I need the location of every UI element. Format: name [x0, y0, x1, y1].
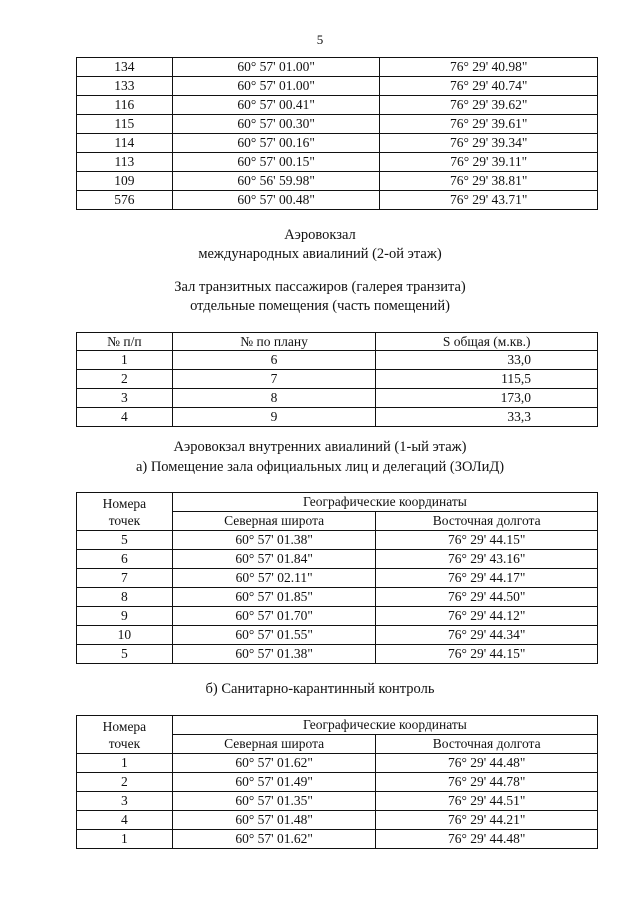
cell-point-number: 9 — [77, 607, 173, 626]
header-points-line1: Номера — [102, 495, 147, 511]
table-row — [77, 550, 598, 569]
table-row — [77, 792, 598, 811]
cell-longitude: 76° 29' 43.71" — [380, 191, 598, 210]
cell-plan-number: 7 — [172, 370, 376, 389]
cell-point-number: 116 — [77, 96, 173, 115]
table-row — [77, 811, 598, 830]
cell-longitude: 76° 29' 43.16" — [376, 550, 598, 569]
transit-hall-subtitle: отдельные помещения (часть помещений) — [190, 298, 450, 314]
cell-row-number: 4 — [77, 408, 173, 427]
cell-point-number: 8 — [77, 588, 173, 607]
table-header-row — [77, 716, 598, 735]
cell-latitude: 60° 57' 01.00" — [172, 77, 380, 96]
cell-point-number: 5 — [77, 531, 173, 550]
cell-latitude: 60° 56' 59.98" — [172, 172, 380, 191]
table-row — [77, 172, 598, 191]
cell-point-number: 7 — [77, 569, 173, 588]
cell-latitude: 60° 57' 01.49" — [172, 773, 376, 792]
transit-hall-title: Зал транзитных пассажиров (галерея транзита) — [174, 279, 466, 295]
cell-longitude: 76° 29' 44.15" — [376, 645, 598, 664]
table-row — [77, 134, 598, 153]
cell-latitude: 60° 57' 00.16" — [172, 134, 380, 153]
cell-point-number: 5 — [77, 645, 173, 664]
cell-latitude: 60° 57' 01.38" — [172, 531, 376, 550]
cell-point-number: 4 — [77, 811, 173, 830]
cell-point-number: 10 — [77, 626, 173, 645]
cell-longitude: 76° 29' 39.11" — [380, 153, 598, 172]
table-row — [77, 191, 598, 210]
cell-point-number: 134 — [77, 58, 173, 77]
cell-point-number: 109 — [77, 172, 173, 191]
header-longitude: Восточная долгота — [376, 512, 598, 531]
header-total-area: S общая (м.кв.) — [376, 333, 598, 351]
cell-latitude: 60° 57' 00.15" — [172, 153, 380, 172]
cell-area: 33,0 — [376, 351, 598, 370]
sanitary-control-title: б) Санитарно-карантинный контроль — [205, 681, 435, 697]
cell-point-number: 2 — [77, 773, 173, 792]
cell-longitude: 76° 29' 39.34" — [380, 134, 598, 153]
cell-longitude: 76° 29' 44.50" — [376, 588, 598, 607]
table-row — [77, 58, 598, 77]
table-row — [77, 754, 598, 773]
table1-body — [77, 58, 598, 210]
cell-plan-number: 8 — [172, 389, 376, 408]
cell-area: 115,5 — [376, 370, 598, 389]
cell-longitude: 76° 29' 44.48" — [376, 754, 598, 773]
cell-longitude: 76° 29' 44.78" — [376, 773, 598, 792]
table-header-row — [77, 493, 598, 512]
table-row — [77, 153, 598, 172]
cell-longitude: 76° 29' 40.74" — [380, 77, 598, 96]
cell-longitude: 76° 29' 40.98" — [380, 58, 598, 77]
table-row — [77, 77, 598, 96]
cell-latitude: 60° 57' 01.55" — [172, 626, 376, 645]
table-row — [77, 370, 598, 389]
terminal-international-title: Аэровокзал — [284, 227, 356, 243]
cell-point-number: 576 — [77, 191, 173, 210]
header-points — [77, 716, 173, 754]
cell-point-number: 6 — [77, 550, 173, 569]
header-latitude: Северная широта — [172, 735, 376, 754]
header-geo-coordinates: Географические координаты — [172, 716, 597, 735]
cell-row-number: 2 — [77, 370, 173, 389]
cell-row-number: 1 — [77, 351, 173, 370]
cell-latitude: 60° 57' 01.84" — [172, 550, 376, 569]
cell-latitude: 60° 57' 01.00" — [172, 58, 380, 77]
header-longitude: Восточная долгота — [376, 735, 598, 754]
header-geo-coordinates: Географические координаты — [172, 493, 597, 512]
table-row — [77, 96, 598, 115]
cell-longitude: 76° 29' 39.61" — [380, 115, 598, 134]
table2-body — [77, 351, 598, 427]
table-row — [77, 773, 598, 792]
page-number: 5 — [316, 32, 324, 47]
cell-plan-number: 9 — [172, 408, 376, 427]
cell-longitude: 76° 29' 38.81" — [380, 172, 598, 191]
header-points-line2: точек — [108, 512, 141, 528]
cell-longitude: 76° 29' 44.48" — [376, 830, 598, 849]
cell-area: 33,3 — [376, 408, 598, 427]
cell-longitude: 76° 29' 39.62" — [380, 96, 598, 115]
rooms-area-table — [76, 332, 598, 427]
table-row — [77, 351, 598, 370]
table-row — [77, 626, 598, 645]
table-row — [77, 531, 598, 550]
table-row — [77, 830, 598, 849]
table4-body — [77, 754, 598, 849]
table-row — [77, 408, 598, 427]
sanitary-control-coordinates-table — [76, 715, 598, 849]
cell-longitude: 76° 29' 44.15" — [376, 531, 598, 550]
table-row — [77, 607, 598, 626]
cell-latitude: 60° 57' 01.85" — [172, 588, 376, 607]
cell-latitude: 60° 57' 01.48" — [172, 811, 376, 830]
cell-latitude: 60° 57' 00.48" — [172, 191, 380, 210]
table-row — [77, 569, 598, 588]
vip-hall-coordinates-table — [76, 492, 598, 664]
cell-point-number: 1 — [77, 754, 173, 773]
table-header-row — [77, 333, 598, 351]
vip-hall-title: а) Помещение зала официальных лиц и делегаций (ЗОЛиД) — [135, 459, 505, 475]
cell-point-number: 113 — [77, 153, 173, 172]
cell-latitude: 60° 57' 01.62" — [172, 830, 376, 849]
cell-area: 173,0 — [376, 389, 598, 408]
header-row-number: № п/п — [77, 333, 173, 351]
terminal-domestic-title: Аэровокзал внутренних авиалиний (1-ый этаж) — [173, 439, 467, 455]
cell-point-number: 114 — [77, 134, 173, 153]
cell-point-number: 1 — [77, 830, 173, 849]
cell-point-number: 133 — [77, 77, 173, 96]
table-row — [77, 389, 598, 408]
table-row — [77, 115, 598, 134]
cell-point-number: 115 — [77, 115, 173, 134]
cell-plan-number: 6 — [172, 351, 376, 370]
header-plan-number: № по плану — [172, 333, 376, 351]
header-latitude: Северная широта — [172, 512, 376, 531]
cell-latitude: 60° 57' 01.70" — [172, 607, 376, 626]
cell-longitude: 76° 29' 44.17" — [376, 569, 598, 588]
cell-longitude: 76° 29' 44.21" — [376, 811, 598, 830]
table-row — [77, 588, 598, 607]
cell-latitude: 60° 57' 02.11" — [172, 569, 376, 588]
coordinates-table-continuation — [76, 57, 598, 210]
cell-latitude: 60° 57' 01.38" — [172, 645, 376, 664]
header-points-line1: Номера — [102, 718, 147, 734]
header-points-line2: точек — [108, 735, 141, 751]
table3-body — [77, 531, 598, 664]
cell-longitude: 76° 29' 44.51" — [376, 792, 598, 811]
cell-longitude: 76° 29' 44.34" — [376, 626, 598, 645]
cell-point-number: 3 — [77, 792, 173, 811]
cell-row-number: 3 — [77, 389, 173, 408]
cell-latitude: 60° 57' 00.41" — [172, 96, 380, 115]
header-points — [77, 493, 173, 531]
cell-longitude: 76° 29' 44.12" — [376, 607, 598, 626]
cell-latitude: 60° 57' 01.35" — [172, 792, 376, 811]
terminal-international-subtitle: международных авиалиний (2-ой этаж) — [198, 246, 442, 262]
table-row — [77, 645, 598, 664]
cell-latitude: 60° 57' 00.30" — [172, 115, 380, 134]
cell-latitude: 60° 57' 01.62" — [172, 754, 376, 773]
